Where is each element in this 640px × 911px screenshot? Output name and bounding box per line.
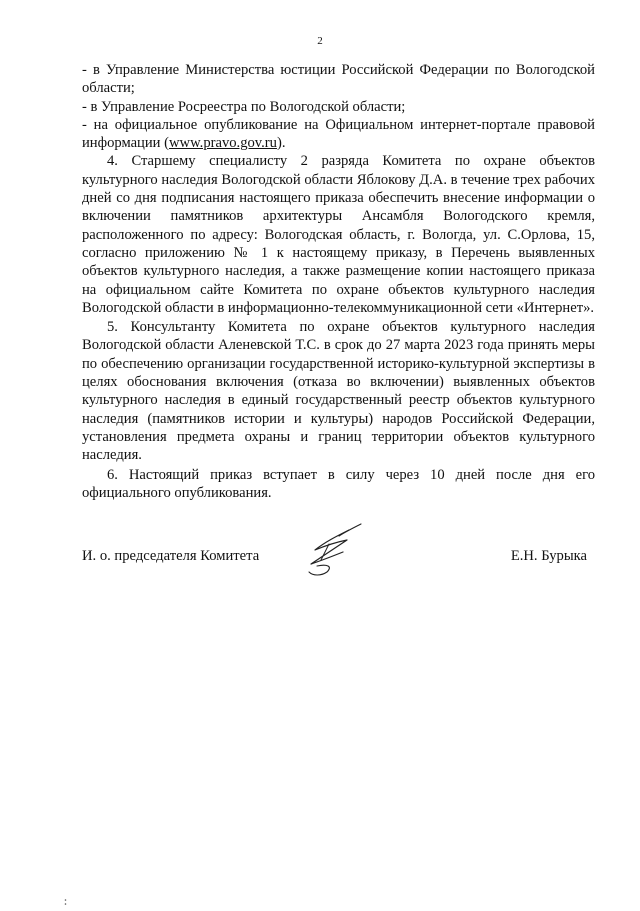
pravo-link[interactable]: www.pravo.gov.ru xyxy=(169,135,277,152)
scan-mark xyxy=(64,893,67,901)
publication-text: - на официальное опубликование на Официальном интернет-портале правовой информации ( xyxy=(82,116,595,152)
signatory-title: И. о. председателя Комитета xyxy=(82,548,260,564)
paragraph-distribution-rosreestr: - в Управление Росреестра по Вологодской области; xyxy=(82,98,406,115)
paragraph-distribution-publication xyxy=(82,116,595,153)
paragraph-item-6: 6. Настоящий приказ вступает в силу через 10 дней после дня его официального опубликования. xyxy=(82,466,595,501)
paragraph-distribution-justice: - в Управление Министерства юстиции Российской Федерации по Вологодской области; xyxy=(82,62,595,97)
paragraph-item-4: 4. Старшему специалисту 2 разряда Комитета по охране объектов культурного наследия Вологодской области Яблокову Д.А. в течение трех рабочих дней со дня подписания настоящего приказа обеспечить внесение информации о включении памятников архитектуры Ансамбля Вологодского кремля, расположенного по адресу: Вологодская область, г. Вологда, ул. С.Орлова, 15, согласно приложению № 1 к настоящему приказу, в Перечень выявленных объектов культурного наследия, а также размещение копии настоящего приказа на официальном сайте Комитета по охране объектов культурного наследия Вологодской области в информационно-телекоммуникационной сети «Интернет». xyxy=(82,153,595,316)
document-body xyxy=(82,61,595,502)
signatory-name: Е.Н. Бурыка xyxy=(510,548,587,564)
handwritten-signature xyxy=(287,520,377,582)
paragraph-item-5: 5. Консультанту Комитета по охране объектов культурного наследия Вологодской области Аленевской Т.С. в срок до 27 марта 2023 года принять меры по обеспечению организации государственной историко-культурной экспертизы в целях обоснования включения (отказа во включении) выявленных объектов культурного наследия в единый государственный реестр объектов культурного наследия (памятников истории и культуры) народов Российской Федерации, установления предмета охраны и границ территории объектов культурного наследия. xyxy=(82,319,595,464)
page-number: 2 xyxy=(317,35,323,47)
publication-text-end: ). xyxy=(276,135,286,152)
